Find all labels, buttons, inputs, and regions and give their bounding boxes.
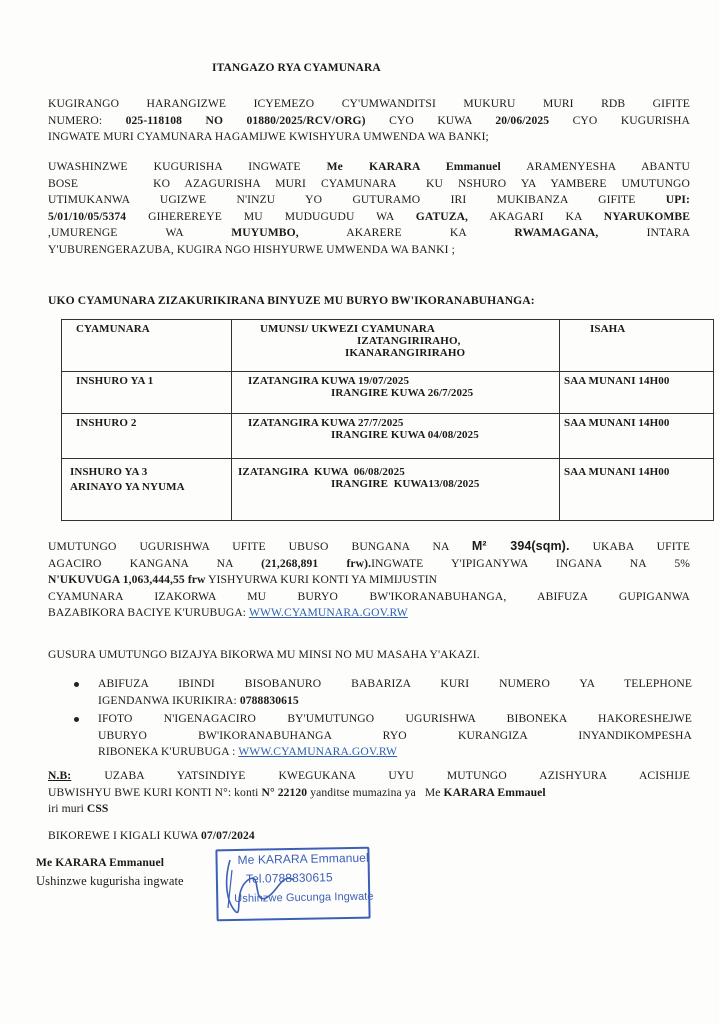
table-header-cell: ISAHA	[560, 320, 714, 372]
p1-line-3: INGWATE MURI CYAMUNARA HAGAMIJWE KWISHYURA UMWENDA WA BANKI;	[48, 130, 489, 143]
p3-line-1: UMUTUNGO UGURISHWA UFITE UBUSO BUNGANA NA M² 394(sqm). UKABA UFITE	[48, 539, 691, 553]
p2-line-2: BOSE KO AZAGURISHA MURI CYAMUNARA KU NSHURO YA YAMBERE UMUTUNGO	[48, 176, 690, 190]
auction-schedule-table	[61, 319, 714, 521]
visit-info: GUSURA UMUTUNGO BIZAJYA BIKORWA MU MINSI NO MU MASAHA Y'AKAZI.	[48, 648, 480, 661]
table-row: INSHURO YA 3 ARINAYO YA NYUMA IZATANGIRA KUWA 06/08/2025 IRANGIRE KUWA13/08/2025 SAA MUNANI 14H00	[62, 459, 714, 521]
list-item: ABIFUZA IBINDI BISOBANURO BABARIZA KURI NUMERO YA TELEPHONE IGENDANWA IKURIKIRA: 0788830615	[72, 676, 692, 709]
p1-line-1: KUGIRANGO HARANGIZWE ICYEMEZO CY'UMWANDITSI MUKURU MURI RDB GIFITE	[48, 97, 690, 110]
bullet-icon	[74, 717, 79, 722]
table-header-cell: CYAMUNARA	[62, 320, 232, 372]
p3-line-5: BAZABIKORA BACIYE K'URUBUGA: WWW.CYAMUNARA.GOV.RW	[48, 606, 408, 619]
document-title: ITANGAZO RYA CYAMUNARA	[212, 62, 381, 74]
date-line: BIKOREWE I KIGALI KUWA 07/07/2024	[48, 829, 255, 842]
p2-line-5: ,UMURENGE WA MUYUMBO, AKARERE KA RWAMAGANA, INTARA	[48, 226, 691, 239]
p3-line-2: AGACIRO KANGANA NA (21,268,891 frw).INGWATE Y'IPIGANYWA INGANA NA 5%	[48, 556, 690, 570]
note-payment: N.B: UZABA YATSINDIYE KWEGUKANA UYU MUTUNGO AZISHYURA ACISHIJE UBWISHYU BWE KURI KONTI N°: konti N° 22120 yanditse mumazina ya Me KARARA Emmauel iri muri CSS	[48, 769, 690, 815]
table-header-row	[62, 320, 714, 372]
p3-line-4: CYAMUNARA IZAKORWA MU BURYO BW'IKORANABUHANGA, ABIFUZA GUPIGANWA	[48, 589, 690, 603]
signatory-name: Me KARARA Emmanuel	[36, 856, 165, 869]
info-bullet-list	[72, 676, 692, 763]
table-row: INSHURO 2 IZATANGIRA KUWA 27/7/2025 IRANGIRE KUWA 04/08/2025 SAA MUNANI 14H00	[62, 414, 714, 459]
phone-number[interactable]: 0788830615	[239, 693, 299, 707]
auction-website-link[interactable]: WWW.CYAMUNARA.GOV.RW	[248, 606, 408, 619]
p2-line-3: UTIMUKANWA UGIZWE N'INZU YO GUTURAMO IRI MUKIBANZA GIFITE UPI:	[48, 193, 690, 206]
list-item: IFOTO N'IGENAGACIRO BY'UMUTUNGO UGURISHWA BIBONEKA HAKORESHEJWE UBURYO BW'IKORANABUHANGA RYO KURANGIZA INYANDIKOMPESHA RIBONEKA K'URUBUGA : WWW.CYAMUNARA.GOV.RW	[72, 711, 692, 761]
p2-line-1: UWASHINZWE KUGURISHA INGWATE Me KARARA Emmanuel ARAMENYESHA ABANTU	[48, 160, 690, 173]
section-heading: UKO CYAMUNARA ZIZAKURIKIRANA BINYUZE MU BURYO BW'IKORANABUHANGA:	[48, 294, 535, 307]
signature-image	[222, 850, 382, 920]
table-row: INSHURO YA 1 IZATANGIRA KUWA 19/07/2025 IRANGIRE KUWA 26/7/2025 SAA MUNANI 14H00	[62, 372, 714, 414]
nb-label: N.B:	[48, 769, 72, 782]
p2-line-6: Y'UBURENGERAZUBA, KUGIRA NGO HISHYURWE UMWENDA WA BANKI ;	[48, 242, 455, 256]
p1-line-2: NUMERO: 025-118108 NO 01880/2025/RCV/ORG) CYO KUWA 20/06/2025 CYO KUGURISHA	[48, 113, 690, 127]
p3-line-3: N'UKUVUGA 1,063,444,55 frw YISHYURWA KURI KONTI YA MIMIJUSTIN	[48, 573, 438, 586]
auction-website-link[interactable]: WWW.CYAMUNARA.GOV.RW	[238, 745, 398, 758]
table-header-cell: UMUNSI/ UKWEZI CYAMUNARA IZATANGIRIRAHO, IKANARANGIRIRAHO	[232, 320, 560, 372]
paragraph-property-description	[48, 159, 690, 258]
bullet-icon	[74, 682, 79, 687]
p2-line-4: 5/01/10/05/5374 GIHEREREYE MU MUDUGUDU WA GATUZA, AKAGARI KA NYARUKOMBE	[48, 209, 691, 223]
signatory-role: Ushinzwe kugurisha ingwate	[36, 874, 184, 888]
official-stamp: Me KARARA Emmanuel Tel.0788830615 Ushinzwe Gucunga Ingwate	[215, 847, 370, 922]
paragraph-court-order	[48, 96, 690, 146]
paragraph-property-value	[48, 538, 690, 622]
